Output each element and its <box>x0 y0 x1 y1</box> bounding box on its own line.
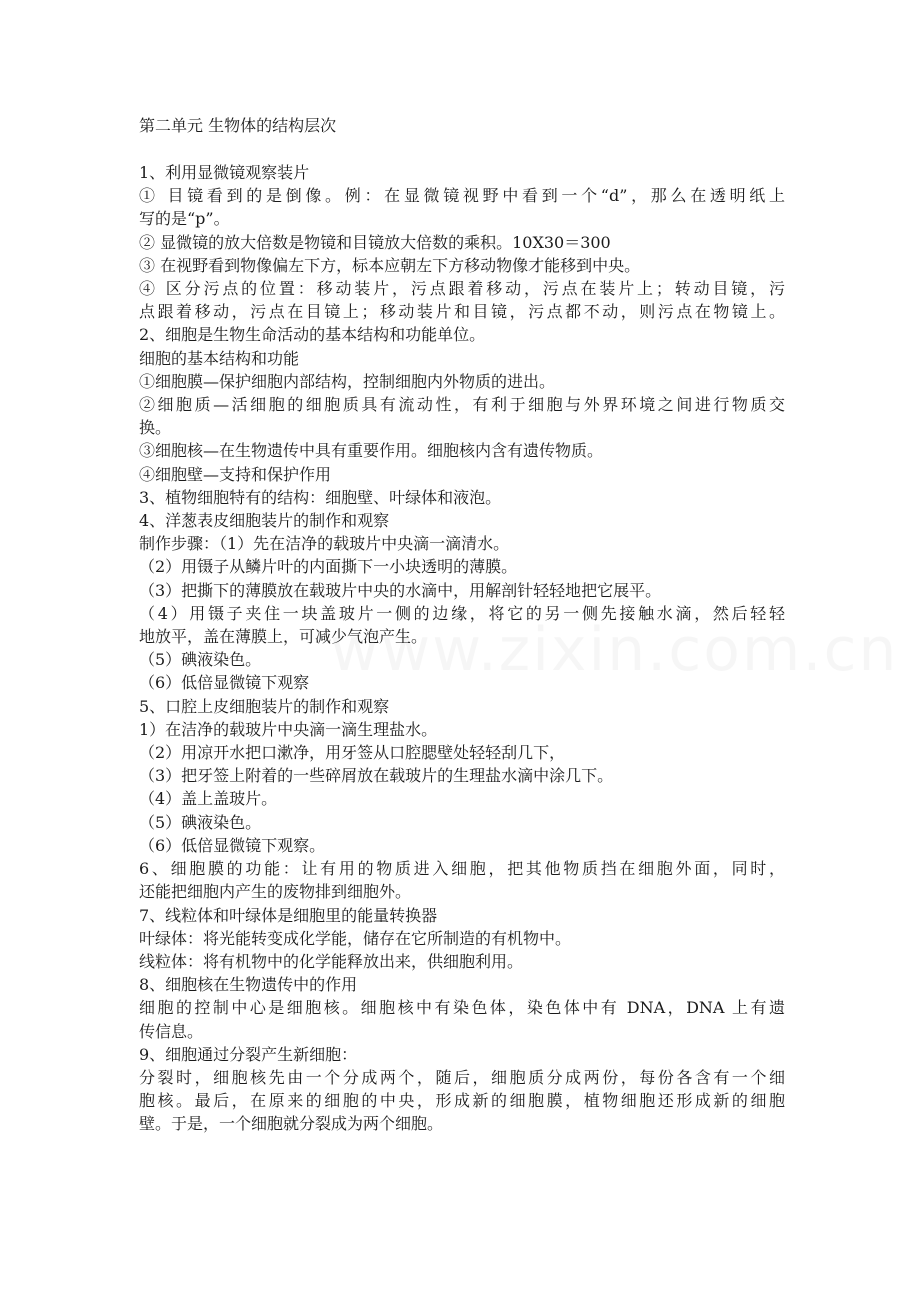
text-line: （6）低倍显微镜下观察。 <box>139 835 326 855</box>
text-line: 传信息。 <box>139 1021 204 1041</box>
text-line: 地放平，盖在薄膜上，可减少气泡产生。 <box>139 627 428 647</box>
text-line: 7、线粒体和叶绿体是细胞里的能量转换器 <box>139 905 438 925</box>
text-line: 分裂时，细胞核先由一个分成两个，随后，细胞质分成两份，每份各含有一个细 <box>139 1067 785 1087</box>
text-line: ① 目镜看到的是倒像。例：在显微镜视野中看到一个“d”，那么在透明纸上 <box>139 186 785 206</box>
text-line: 2、细胞是生物生命活动的基本结构和功能单位。 <box>139 325 486 345</box>
text-line: 4、洋葱表皮细胞装片的制作和观察 <box>139 511 390 531</box>
text-line: 制作步骤：（1）先在洁净的载玻片中央滴一滴清水。 <box>139 534 510 554</box>
text-line: ③ 在视野看到物像偏左下方，标本应朝左下方移动物像才能移到中央。 <box>139 255 641 275</box>
text-line: 5、口腔上皮细胞装片的制作和观察 <box>139 696 390 716</box>
text-line: 3、植物细胞特有的结构：细胞壁、叶绿体和液泡。 <box>139 487 502 507</box>
text-line: 线粒体：将有机物中的化学能释放出来，供细胞利用。 <box>139 951 524 971</box>
text-line: （6）低倍显微镜下观察 <box>139 673 310 693</box>
text-line: （2）用镊子从鳞片叶的内面撕下一小块透明的薄膜。 <box>139 557 518 577</box>
text-line: （5）碘液染色。 <box>139 812 262 832</box>
text-line: （3）把撕下的薄膜放在载玻片中央的水滴中，用解剖针轻轻地把它展平。 <box>139 580 662 600</box>
text-line: 叶绿体：将光能转变成化学能，储存在它所制造的有机物中。 <box>139 928 572 948</box>
text-line: （4）盖上盖玻片。 <box>139 789 278 809</box>
text-line: ② 显微镜的放大倍数是物镜和目镜放大倍数的乘积。10X30＝300 <box>139 232 611 252</box>
text-line: ①细胞膜—保护细胞内部结构，控制细胞内外物质的进出。 <box>139 371 556 391</box>
text-line: （4）用镊子夹住一块盖玻片一侧的边缘，将它的另一侧先接触水滴，然后轻轻 <box>139 603 785 623</box>
page-title: 第二单元 生物体的结构层次 <box>139 116 337 135</box>
text-line: 细胞的基本结构和功能 <box>139 348 300 368</box>
text-line: ③细胞核—在生物遗传中具有重要作用。细胞核内含有遗传物质。 <box>139 441 604 461</box>
text-line: 壁。于是，一个细胞就分裂成为两个细胞。 <box>139 1114 444 1134</box>
text-line: 6、细胞膜的功能：让有用的物质进入细胞，把其他物质挡在细胞外面，同时， <box>139 859 785 879</box>
text-line: ②细胞质—活细胞的细胞质具有流动性，有利于细胞与外界环境之间进行物质交 <box>139 395 785 415</box>
text-line: 还能把细胞内产生的废物排到细胞外。 <box>139 882 412 902</box>
text-line: （2）用凉开水把口漱净，用牙签从口腔腮壁处轻轻刮几下， <box>139 743 566 763</box>
text-line: （3）把牙签上附着的一些碎屑放在载玻片的生理盐水滴中涂几下。 <box>139 766 614 786</box>
text-line: 8、细胞核在生物遗传中的作用 <box>139 975 358 995</box>
text-line: 9、细胞通过分裂产生新细胞： <box>139 1044 358 1064</box>
text-line: 1）在洁净的载玻片中央滴一滴生理盐水。 <box>139 719 438 739</box>
document-body <box>139 161 785 1136</box>
text-line: 胞核。最后，在原来的细胞的中央，形成新的细胞膜，植物细胞还形成新的细胞 <box>139 1091 785 1111</box>
text-line: 点跟着移动，污点在目镜上；移动装片和目镜，污点都不动，则污点在物镜上。 <box>139 302 785 322</box>
text-line: 写的是“p”。 <box>139 209 230 229</box>
text-line: ④ 区分污点的位置：移动装片，污点跟着移动，污点在装片上；转动目镜，污 <box>139 279 785 299</box>
text-line: 换。 <box>139 418 172 438</box>
text-line: ④细胞壁—支持和保护作用 <box>139 464 332 484</box>
document-page <box>139 114 785 1136</box>
text-line: （5）碘液染色。 <box>139 650 262 670</box>
text-line: 细胞的控制中心是细胞核。细胞核中有染色体，染色体中有 DNA，DNA 上有遗 <box>139 998 785 1018</box>
text-line: 1、利用显微镜观察装片 <box>139 163 310 182</box>
